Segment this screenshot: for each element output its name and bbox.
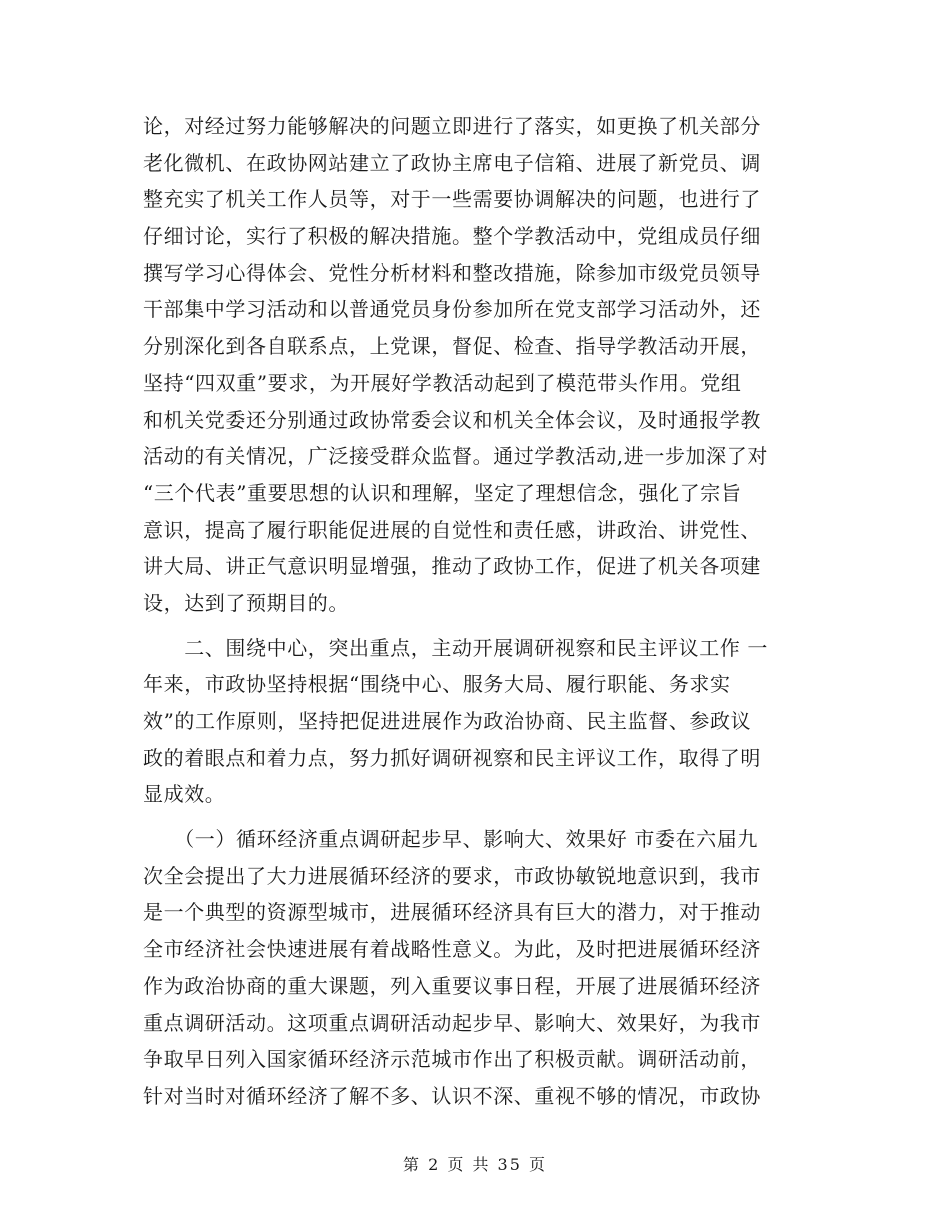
text-line: 论，对经过努力能够解决的问题立即进行了落实，如更换了机关部分 (143, 114, 761, 138)
paragraph-3 (143, 821, 808, 1115)
text-line: 仔细讨论，实行了积极的解决措施。整个学教活动中，党组成员仔细 (143, 224, 761, 249)
text-line: 针对当时对循环经济了解不多、认识不深、重视不够的情况，市政协 (143, 1083, 761, 1108)
text-line: 显成效。 (143, 782, 226, 807)
text-line: “三个代表”重要思想的认识和理解，坚定了理想信念，强化了宗旨 (143, 480, 742, 505)
text-line: 整充实了机关工作人员等，对于一些需要协调解决的问题，也进行了 (143, 187, 761, 212)
subsection-heading-line: （一）循环经济重点调研起步早、影响大、效果好 市委在六届九 (143, 827, 758, 852)
text-line: 是一个典型的资源型城市，进展循环经济具有巨大的潜力，对于推动 (143, 900, 761, 925)
paragraph-gap (143, 622, 808, 630)
text-line: 作为政治协商的重大课题，列入重要议事日程，开展了进展循环经济 (143, 973, 761, 998)
text-line: 全市经济社会快速进展有着战略性意义。为此，及时把进展循环经济 (143, 937, 761, 962)
text-line: 设，达到了预期目的。 (143, 590, 349, 615)
text-line: 次全会提出了大力进展循环经济的要求，市政协敏锐地意识到，我市 (143, 863, 761, 888)
text-line: 活动的有关情况，广泛接受群众监督。通过学教活动,进一步加深了对 (143, 444, 768, 469)
text-line: 年来，市政协坚持根据“围绕中心、服务大局、履行职能、务求实 (143, 672, 731, 697)
text-line: 重点调研活动。这项重点调研活动起步早、影响大、效果好，为我市 (143, 1010, 761, 1035)
text-line: 政的着眼点和着力点，努力抓好调研视察和民主评议工作，取得了明 (143, 745, 761, 770)
document-body (143, 108, 808, 1115)
text-line: 意识，提高了履行职能促进展的自觉性和责任感，讲政治、讲党性、 (143, 517, 761, 542)
text-line: 老化微机、在政协网站建立了政协主席电子信箱、进展了新党员、调 (143, 150, 761, 175)
paragraph-gap (143, 813, 808, 821)
section-heading-line: 二、围绕中心，突出重点，主动开展调研视察和民主评议工作 一 (143, 635, 768, 660)
paragraph-2 (143, 630, 808, 813)
paragraph-1 (143, 108, 808, 622)
text-line: 争取早日列入国家循环经济示范城市作出了积极贡献。调研活动前， (143, 1047, 761, 1072)
text-line: 撰写学习心得体会、党性分析材料和整改措施，除参加市级党员领导 (143, 260, 761, 285)
text-line: 和机关党委还分别通过政协常委会议和机关全体会议，及时通报学教 (143, 407, 761, 432)
text-line: 干部集中学习活动和以普通党员身份参加所在党支部学习活动外，还 (143, 297, 761, 322)
text-line: 分别深化到各自联系点，上党课，督促、检查、指导学教活动开展， (143, 334, 761, 359)
text-line: 效”的工作原则，坚持把促进进展作为政治协商、民主监督、参政议 (143, 709, 752, 733)
text-line: 坚持“四双重”要求，为开展好学教活动起到了模范带头作用。党组 (143, 370, 742, 395)
text-line: 讲大局、讲正气意识明显增强，推动了政协工作，促进了机关各项建 (143, 554, 761, 579)
page-number-footer: 第 2 页 共 35 页 (403, 1155, 547, 1174)
